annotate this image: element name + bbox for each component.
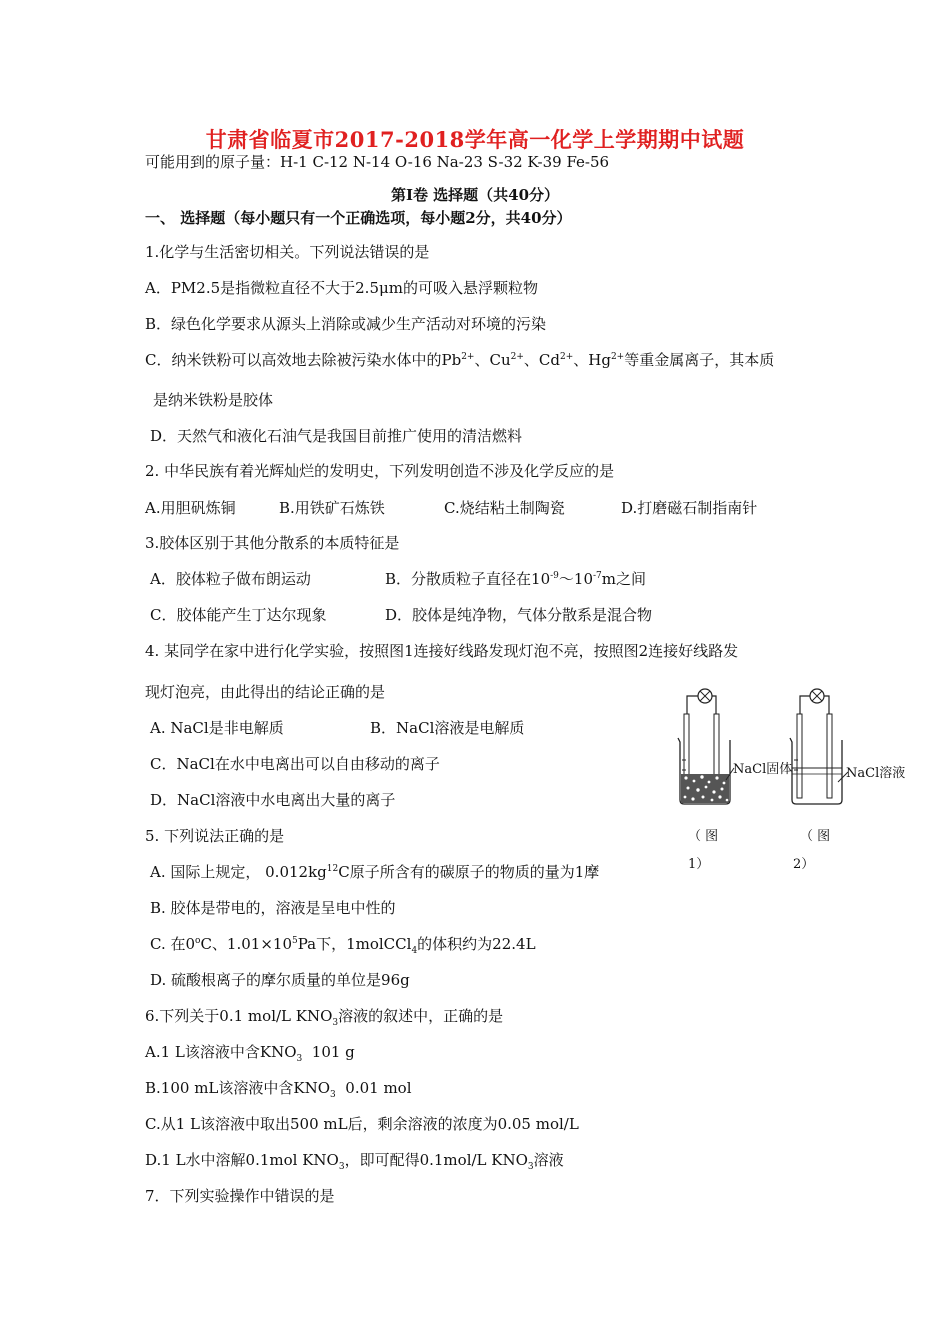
exam-title: 甘肃省临夏市2017-2018学年高一化学上学期期中试题 xyxy=(205,127,745,152)
figure-1-label: NaCl固体 xyxy=(733,762,793,777)
q4-option-a: A. NaCl是非电解质 xyxy=(150,719,284,737)
q2-option-a: A.用胆矾炼铜 xyxy=(145,499,236,517)
q4-stem-cont: 现灯泡亮，由此得出的结论正确的是 xyxy=(145,683,386,701)
q3-option-b: B．分散质粒子直径在$10^{-9}\sim 10^{-7}m$之间 xyxy=(385,570,647,588)
q4-stem: 4. 某同学在家中进行化学实验，按照图1连接好线路发现灯泡不亮，按照图2连接好线路发 xyxy=(145,642,739,660)
figure-1-caption-cont: 1） xyxy=(688,857,710,872)
q3-option-c: C．胶体能产生丁达尔现象 xyxy=(150,606,327,624)
q1-stem: 1.化学与生活密切相关。下列说法错误的是 xyxy=(145,243,430,261)
q6-option-b: B.100 mL该溶液中含$KNO_3$ 0.01 mol xyxy=(145,1079,412,1100)
figure-2-caption-cont: 2） xyxy=(793,857,815,872)
figure-2-caption: （ 图 xyxy=(800,829,831,844)
q1-option-a: A．PM2.5是指微粒直径不大于2.5μm的可吸入悬浮颗粒物 xyxy=(145,279,538,297)
atomic-masses: 可能用到的原子量：H-1 C-12 N-14 O-16 Na-23 S-32 K-39 Fe-56 xyxy=(145,153,610,171)
q1-option-b: B．绿色化学要求从源头上消除或减少生产活动对环境的污染 xyxy=(145,315,547,333)
q1-option-c: C．纳米铁粉可以高效地去除被污染水体中的$Pb^{2+}$、$Cu^{2+}$、$Cd^{2+}$、$Hg^{2+}$等重金属离子，其本质 xyxy=(145,351,775,369)
q4-option-c: C．NaCl在水中电离出可以自由移动的离子 xyxy=(150,755,440,773)
q1-option-d: D．天然气和液化石油气是我国目前推广使用的清洁燃料 xyxy=(150,427,523,445)
q1-option-c-cont: 是纳米铁粉是胶体 xyxy=(153,391,274,409)
q2-option-b: B.用铁矿石炼铁 xyxy=(279,499,385,517)
q3-option-d: D．胶体是纯净物，气体分散系是混合物 xyxy=(385,606,653,624)
q6-option-a: A.1 L该溶液中含$KNO_3$ 101 g xyxy=(145,1043,355,1064)
figure-2-label: NaCl溶液 xyxy=(846,766,906,781)
q6-option-d: D.1 L水中溶解0.1mol $KNO_3$，即可配得0.1mol/L $KNO_3$溶液 xyxy=(145,1151,564,1172)
q5-option-b: B. 胶体是带电的，溶液是呈电中性的 xyxy=(150,899,396,917)
q2-stem: 2. 中华民族有着光辉灿烂的发明史，下列发明创造不涉及化学反应的是 xyxy=(145,462,615,480)
q5-option-c: C. 在0$^o$C、$1.01\times 10^5Pa$下，1molCCl$_4$的体积约为22.4L xyxy=(150,935,536,956)
figure-1-caption: （ 图 xyxy=(688,829,719,844)
figure-1-beaker-solid xyxy=(672,684,784,808)
section-heading: 第Ⅰ卷 选择题（共40分） xyxy=(390,186,560,204)
part-heading: 一、 选择题（每小题只有一个正确选项，每小题2分，共40分） xyxy=(145,209,572,227)
q7-stem: 7．下列实验操作中错误的是 xyxy=(145,1187,335,1205)
figure-2-beaker-solution xyxy=(786,684,898,808)
q4-option-d: D．NaCl溶液中水电离出大量的离子 xyxy=(150,791,396,809)
q4-option-b: B．NaCl溶液是电解质 xyxy=(370,719,525,737)
q2-option-d: D.打磨磁石制指南针 xyxy=(621,499,758,517)
q2-option-c: C.烧结粘土制陶瓷 xyxy=(444,499,565,517)
q5-option-d: D. 硫酸根离子的摩尔质量的单位是96g xyxy=(150,971,410,989)
q5-stem: 5. 下列说法正确的是 xyxy=(145,827,285,845)
q3-stem: 3.胶体区别于其他分散系的本质特征是 xyxy=(145,534,400,552)
q6-stem: 6.下列关于0.1 mol/L $KNO_3$溶液的叙述中，正确的是 xyxy=(145,1007,504,1028)
q6-option-c: C.从1 L该溶液中取出500 mL后，剩余溶液的浓度为0.05 mol/L xyxy=(145,1115,579,1133)
q5-option-a: A. 国际上规定， $0.012kg^{12}C$原子所含有的碳原子的物质的量为1摩 xyxy=(150,863,600,881)
q3-option-a: A．胶体粒子做布朗运动 xyxy=(150,570,311,588)
